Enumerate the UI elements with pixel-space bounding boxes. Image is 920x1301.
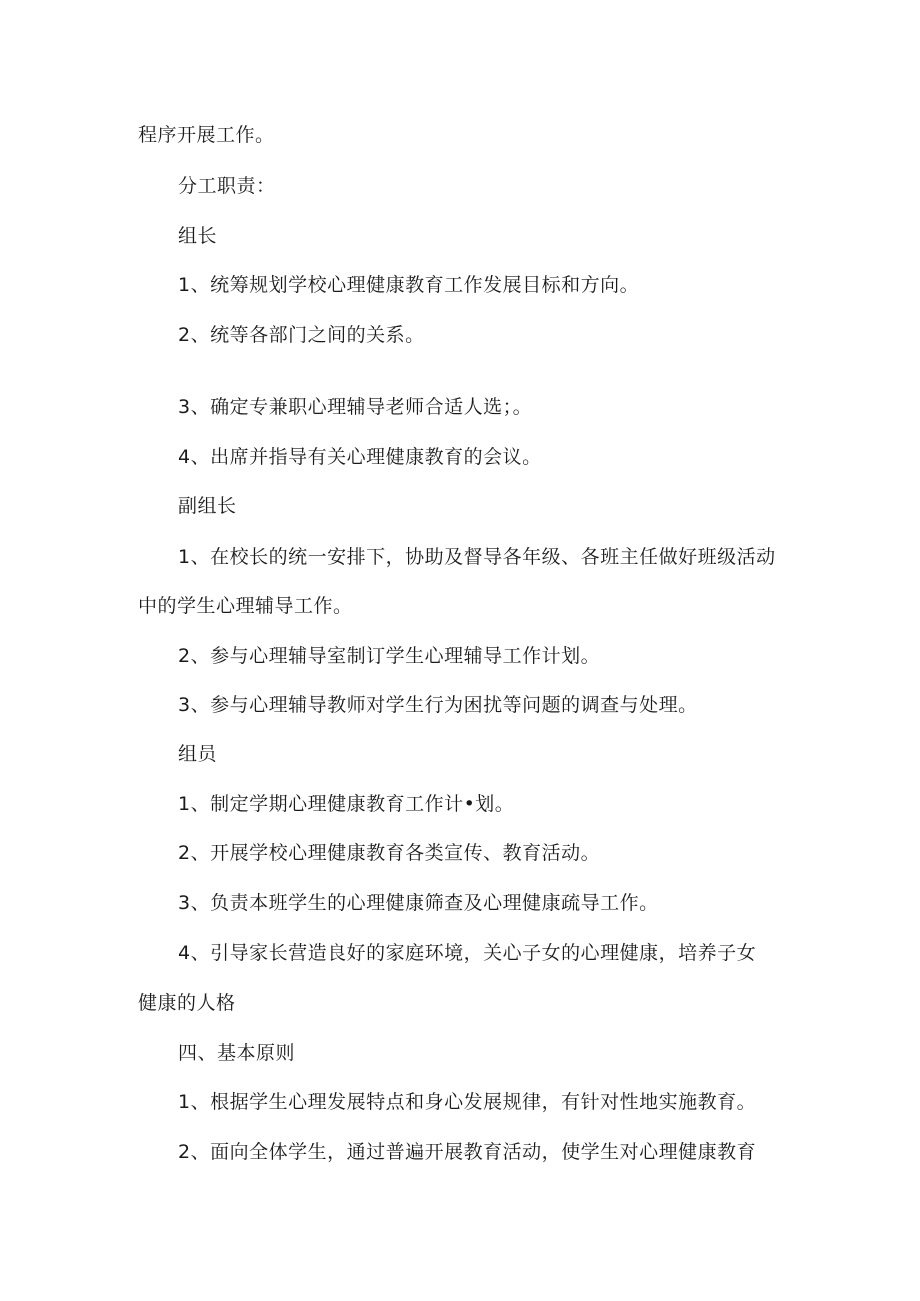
role-heading-deputy-leader: 副组长 xyxy=(178,495,237,517)
principle-2: 2、面向全体学生，通过普遍开展教育活动，使学生对心理健康教育 xyxy=(178,1141,757,1163)
member-duty-4-continued: 健康的人格 xyxy=(138,992,236,1014)
member-duty-1: 1、制定学期心理健康教育工作计•划。 xyxy=(178,793,515,815)
leader-duty-3: 3、确定专兼职心理辅导老师合适人选；。 xyxy=(178,396,533,418)
leader-duty-4: 4、出席并指导有关心理健康教育的会议。 xyxy=(178,446,542,468)
member-duty-3: 3、负责本班学生的心理健康筛查及心理健康疏导工作。 xyxy=(178,892,659,914)
principle-1: 1、根据学生心理发展特点和身心发展规律，有针对性地实施教育。 xyxy=(178,1091,757,1113)
deputy-duty-2: 2、参与心理辅导室制订学生心理辅导工作计划。 xyxy=(178,645,601,667)
member-duty-4: 4、引导家长营造良好的家庭环境，关心子女的心理健康，培养子女 xyxy=(178,942,757,964)
role-heading-leader: 组长 xyxy=(178,225,218,247)
member-duty-2: 2、开展学校心理健康教育各类宣传、教育活动。 xyxy=(178,842,601,864)
paragraph-continuation: 程序开展工作。 xyxy=(138,124,275,146)
section-heading-principles: 四、基本原则 xyxy=(178,1042,296,1064)
deputy-duty-1-continued: 中的学生心理辅导工作。 xyxy=(138,595,353,617)
leader-duty-2: 2、统等各部门之间的关系。 xyxy=(178,324,425,346)
deputy-duty-3: 3、参与心理辅导教师对学生行为困扰等问题的调查与处理。 xyxy=(178,694,698,716)
section-heading-duties: 分工职责： xyxy=(178,175,276,197)
deputy-duty-1: 1、在校长的统一安排下，协助及督导各年级、各班主任做好班级活动 xyxy=(178,546,776,568)
leader-duty-1: 1、统筹规划学校心理健康教育工作发展目标和方向。 xyxy=(178,274,640,296)
role-heading-member: 组员 xyxy=(178,743,218,765)
